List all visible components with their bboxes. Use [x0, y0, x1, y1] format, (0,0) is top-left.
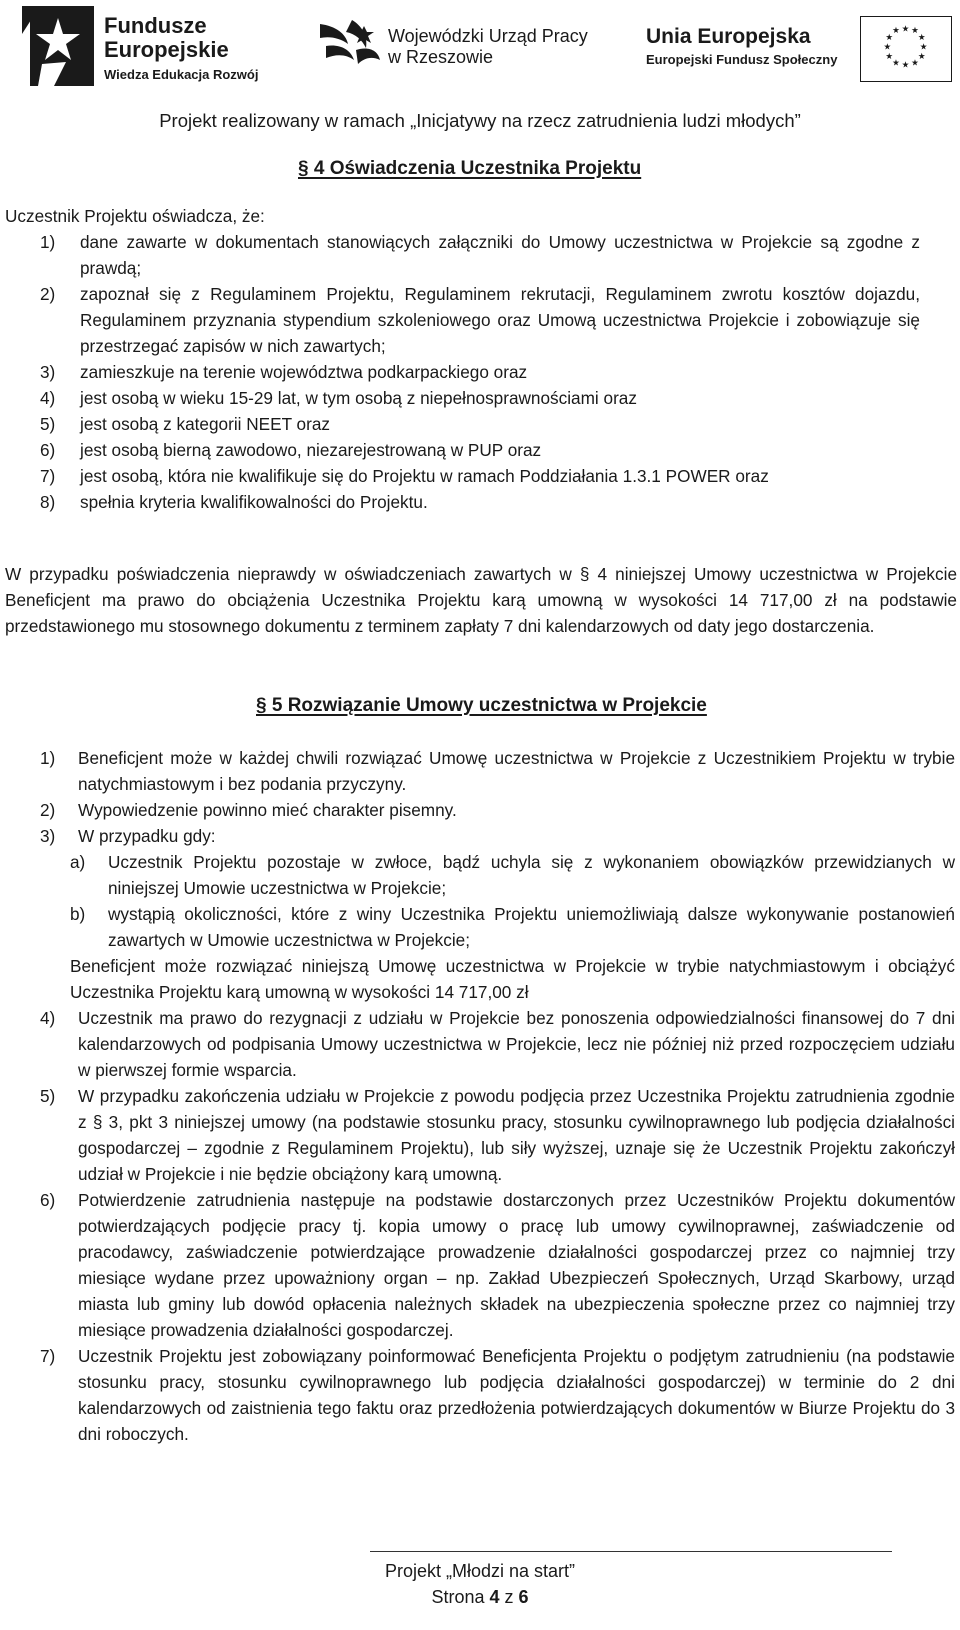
- item-text: jest osobą, która nie kwalifikuje się do Projektu w ramach Poddziałania 1.3.1 POWER oraz: [80, 466, 769, 486]
- svg-text:★: ★: [917, 32, 926, 43]
- wup-swirl-icon: [316, 16, 382, 76]
- svg-text:★: ★: [919, 42, 928, 53]
- item-number: 6): [40, 1190, 56, 1210]
- fundusze-europejskie-logo: [20, 4, 260, 90]
- svg-text:★: ★: [885, 32, 894, 43]
- item-number: 5): [40, 1086, 56, 1106]
- sub-list-item: [70, 849, 955, 901]
- item-number: 6): [40, 440, 56, 460]
- page-number: [0, 1587, 960, 1608]
- ue-line2: Europejski Fundusz Społeczny: [646, 52, 838, 67]
- item-number: 8): [40, 492, 56, 512]
- sub-item-letter: a): [70, 852, 86, 872]
- list-item: [40, 823, 955, 1005]
- item-number: 3): [40, 826, 56, 846]
- item-number: 3): [40, 362, 56, 382]
- list-item: [40, 385, 920, 411]
- list-item: [40, 437, 920, 463]
- svg-text:★: ★: [892, 26, 900, 37]
- wup-line1: Wojewódzki Urząd Pracy: [388, 26, 588, 46]
- list-item: [40, 463, 920, 489]
- item-number: 4): [40, 388, 56, 408]
- item-text: Beneficjent może w każdej chwili rozwiązać Umowę uczestnictwa w Projekcie z Uczestnikiem Projektu w trybie natychmiastowym i bez podania przyczyny.: [78, 748, 955, 794]
- section5-list: [40, 745, 955, 1447]
- item-text: jest osobą z kategorii NEET oraz: [80, 414, 330, 434]
- item-text: Uczestnik Projektu jest zobowiązany poinformować Beneficjenta Projektu o podjętym zatrudnieniu (na podstawie stosunku pracy, stosunku cywilnoprawnego lub podjęcia działalności gospodarczej) w terminie do 2 dni kalendarzowych od zaistnienia tego faktu oraz przedłożenia potwierdzających dokumentów w Biurze Projektu do 3 dni roboczych.: [78, 1346, 955, 1444]
- list-item: [40, 229, 920, 281]
- section4-list: [40, 229, 920, 515]
- item-text: W przypadku zakończenia udziału w Projekcie z powodu podjęcia przez Uczestnika Projektu zatrudnienia zgodnie z § 3, pkt 3 niniejszej umowy (na podstawie stosunku pracy, stosunku cywilnoprawnego lub podjęcia działalności gospodarczej – zgodnie z Regulaminem Projektu), lub siły wyższej, uznaje się że Uczestnik Projektu zakończył udział w Projekcie i nie będzie obciążony karą umowną.: [78, 1086, 955, 1184]
- fe-star-icon: [20, 4, 96, 88]
- item-text: Wypowiedzenie powinno mieć charakter pisemny.: [78, 800, 457, 820]
- item-text: W przypadku gdy:: [78, 826, 216, 846]
- item-text: Uczestnik ma prawo do rezygnacji z udziału w Projekcie bez ponoszenia odpowiedzialności finansowej do 7 dni kalendarzowych od podpisania Umowy uczestnictwa w Projekcie, lecz nie później niż przed rozpoczęciem udziału w pierwszej formie wsparcia.: [78, 1008, 955, 1080]
- page-current: 4: [489, 1587, 500, 1607]
- section4-title: § 4 Oświadczenia Uczestnika Projektu: [298, 158, 642, 179]
- svg-text:★: ★: [901, 24, 910, 35]
- fe-wordmark: [104, 14, 258, 84]
- ue-wordmark: [646, 24, 837, 70]
- footer-divider: [370, 1551, 892, 1552]
- item-text: Potwierdzenie zatrudnienia następuje na podstawie dostarczonych przez Uczestników Projektu dokumentów potwierdzających podjęcie pracy tj. kopia umowy o pracę lub umowy cywilnoprawnej, zaświadczenie od pracodawcy, zaświadczenie potwierdzające prowadzenie działalności gospodarczej przez co najmniej trzy miesiące wydane przez upoważniony organ – np. Zakład Ubezpieczeń Społecznych, Urząd Skarbowy, urząd miasta lub gminy lub dowód opłacenia należnych składek na ubezpieczenia społeczne przez co najmniej trzy miesiące prowadzenia działalności gospodarczej.: [78, 1190, 955, 1340]
- list-item: [40, 1005, 955, 1083]
- svg-text:★: ★: [901, 60, 910, 71]
- list-item: [40, 1083, 955, 1187]
- unia-europejska-logo: [646, 20, 946, 80]
- list-item: [40, 489, 920, 515]
- ue-line1: Unia Europejska: [646, 25, 811, 48]
- item-number: 7): [40, 466, 56, 486]
- section4-intro: Uczestnik Projektu oświadcza, że:: [5, 206, 265, 226]
- item-text: dane zawarte w dokumentach stanowiących załączniki do Umowy uczestnictwa w Projekcie są zgodne z prawdą;: [80, 232, 920, 278]
- item-number: 1): [40, 232, 56, 252]
- section5-sublist: [70, 849, 955, 953]
- svg-text:★: ★: [883, 42, 892, 53]
- fe-line3: Wiedza Edukacja Rozwój: [104, 67, 259, 82]
- page-sep: z: [499, 1587, 519, 1607]
- list-item: [40, 1187, 955, 1343]
- sub-item-letter: b): [70, 904, 86, 924]
- section5-title: § 5 Rozwiązanie Umowy uczestnictwa w Projekcie: [256, 695, 707, 716]
- wup-wordmark: [388, 26, 588, 68]
- svg-text:★: ★: [892, 58, 900, 69]
- project-header-line: Projekt realizowany w ramach „Inicjatywy na rzecz zatrudnienia ludzi młodych”: [159, 110, 801, 131]
- sub-list-item: [70, 901, 955, 953]
- item-number: 4): [40, 1008, 56, 1028]
- svg-text:★: ★: [885, 52, 894, 63]
- page-total: 6: [518, 1587, 529, 1607]
- wup-line2: w Rzeszowie: [388, 47, 494, 67]
- footer-project-name: Projekt „Młodzi na start”: [384, 1561, 576, 1581]
- list-item: [40, 745, 955, 797]
- page-prefix: Strona: [431, 1587, 490, 1607]
- sub-item-text: wystąpią okoliczności, które z winy Uczestnika Projektu uniemożliwiają dalsze wykonywanie postanowień zawartych w Umowie uczestnictwa w Projekcie;: [108, 904, 955, 950]
- svg-text:★: ★: [911, 58, 919, 69]
- svg-text:★: ★: [917, 52, 926, 63]
- item-text: zapoznał się z Regulaminem Projektu, Regulaminem rekrutacji, Regulaminem zwrotu kosztów dojazdu, Regulaminem przyznania stypendium szkoleniowego oraz Umową uczestnictwa Projekcie i zobowiązuje się przestrzegać zapisów w nich zawartych;: [80, 284, 920, 356]
- fe-line2: Europejskie: [104, 37, 229, 62]
- section4-closing: W przypadku poświadczenia nieprawdy w oświadczeniach zawartych w § 4 niniejszej Umowy uczestnictwa w Projekcie Beneficjent ma prawo do obciążenia Uczestnika Projektu karą umowną w wysokości 14 717,00 zł na podstawie przedstawionego mu stosownego dokumentu z terminem zapłaty 7 dni kalendarzowych od daty jego dostarczenia.: [5, 564, 957, 636]
- wup-rzeszow-logo: [316, 16, 616, 80]
- sub-item-text: Uczestnik Projektu pozostaje w zwłoce, bądź uchyla się z wykonaniem obowiązków przewidzianych w niniejszej Umowie uczestnictwa w Projekcie;: [108, 852, 955, 898]
- item-text: jest osobą w wieku 15-29 lat, w tym osobą z niepełnosprawnościami oraz: [80, 388, 637, 408]
- item3-tail: Beneficjent może rozwiązać niniejszą Umowę uczestnictwa w Projekcie w trybie natychmiastowym i obciążyć Uczestnika Projektu karą umowną w wysokości 14 717,00 zł: [70, 956, 955, 1002]
- item-number: 5): [40, 414, 56, 434]
- item-number: 2): [40, 284, 56, 304]
- list-item: [40, 359, 920, 385]
- item-text: spełnia kryteria kwalifikowalności do Projektu.: [80, 492, 428, 512]
- list-item: [40, 281, 920, 359]
- list-item: [40, 797, 955, 823]
- item-number: 7): [40, 1346, 56, 1366]
- list-item: [40, 1343, 955, 1447]
- item-text: jest osobą bierną zawodowo, niezarejestrowaną w PUP oraz: [80, 440, 542, 460]
- item-number: 1): [40, 748, 56, 768]
- svg-text:★: ★: [911, 26, 919, 37]
- item-number: 2): [40, 800, 56, 820]
- fe-line1: Fundusze: [104, 13, 207, 38]
- list-item: [40, 411, 920, 437]
- item-text: zamieszkuje na terenie województwa podkarpackiego oraz: [80, 362, 528, 382]
- eu-flag-icon: [860, 16, 952, 82]
